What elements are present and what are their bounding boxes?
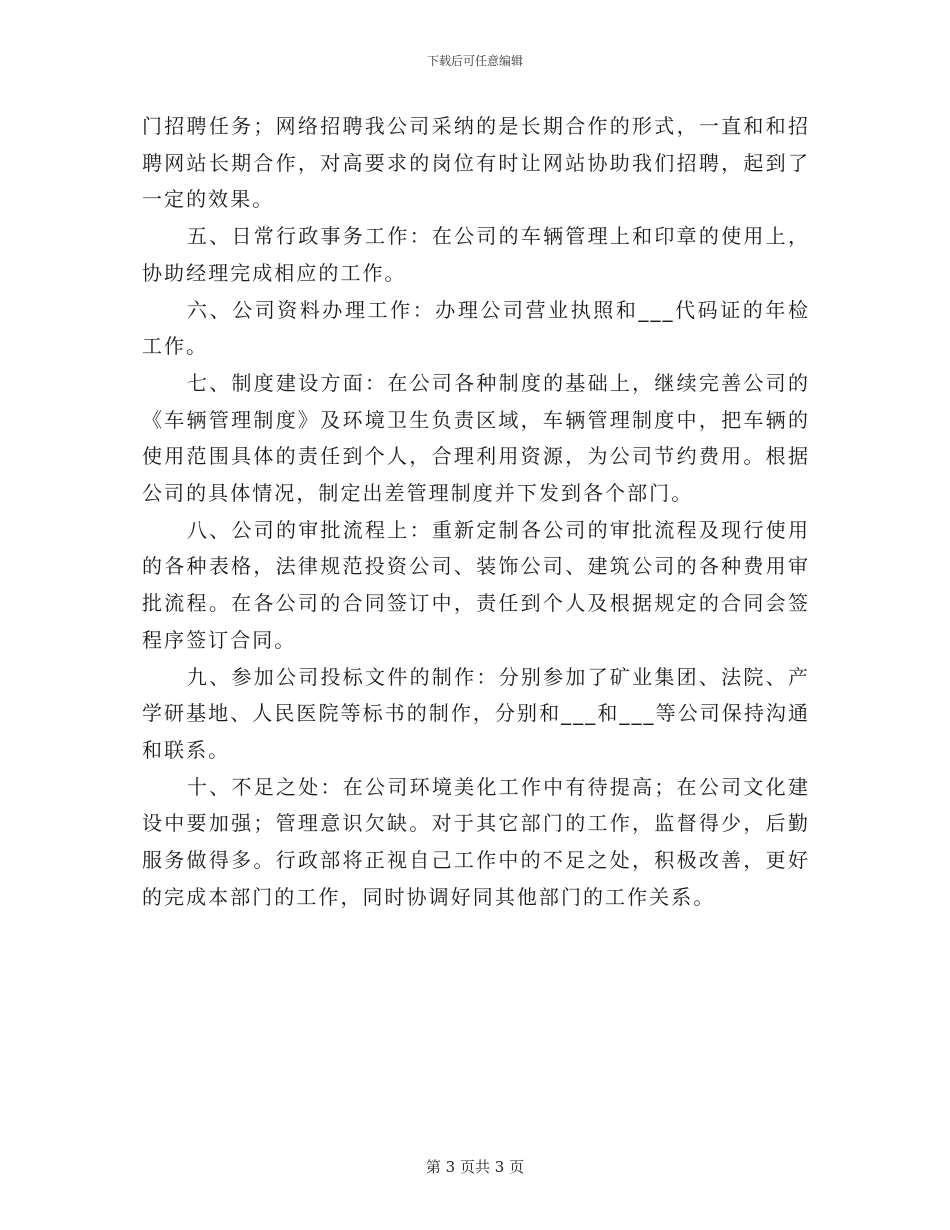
page-header: 下载后可任意编辑 — [426, 54, 523, 68]
paragraph-continuation: 门招聘任务；网络招聘我公司采纳的是长期合作的形式，一直和和招聘网站长期合作，对高要求的岗位有时让网站协助我们招聘，起到了一定的效果。 — [142, 114, 810, 212]
page-number-footer: 第 3 页共 3 页 — [425, 1158, 525, 1176]
paragraph-section-5: 五、日常行政事务工作：在公司的车辆管理上和印章的使用上，协助经理完成相应的工作。 — [142, 224, 810, 285]
paragraph-section-8: 八、公司的审批流程上：重新定制各公司的审批流程及现行使用的各种表格，法律规范投资公司、装饰公司、建筑公司的各种费用审批流程。在各公司的合同签订中，责任到个人及根据规定的合同会签程序签订合同。 — [142, 517, 810, 652]
paragraph-section-7: 七、制度建设方面：在公司各种制度的基础上，继续完善公司的《车辆管理制度》及环境卫生负责区域，车辆管理制度中，把车辆的使用范围具体的责任到个人，合理利用资源，为公司节约费用。根据公司的具体情况，制定出差管理制度并下发到各个部门。 — [142, 370, 810, 506]
paragraph-section-9: 九、参加公司投标文件的制作：分别参加了矿业集团、法院、产学研基地、人民医院等标书的制作，分别和___和___等公司保持沟通和联系。 — [142, 664, 810, 762]
paragraph-section-6: 六、公司资料办理工作：办理公司营业执照和___代码证的年检工作。 — [142, 297, 810, 359]
document-body — [142, 108, 810, 915]
paragraph-section-10: 十、不足之处：在公司环境美化工作中有待提高；在公司文化建设中要加强；管理意识欠缺。对于其它部门的工作，监督得少，后勤服务做得多。行政部将正视自己工作中的不足之处，积极改善，更好的完成本部门的工作，同时协调好同其他部门的工作关系。 — [142, 774, 810, 909]
